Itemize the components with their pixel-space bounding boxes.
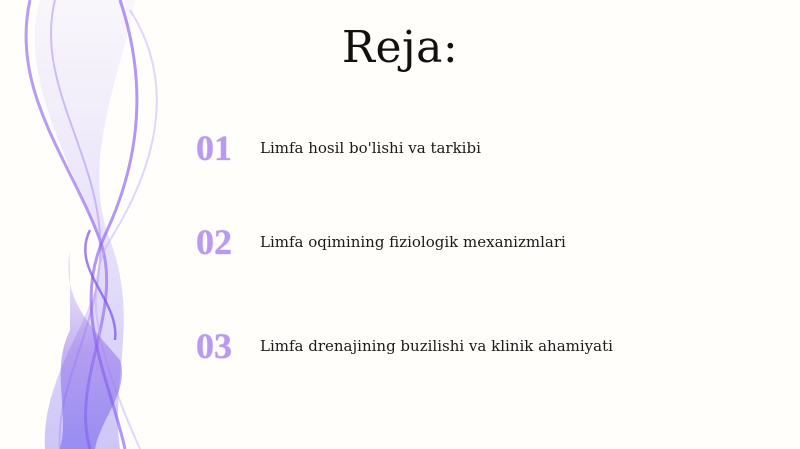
slide-title: Reja:	[341, 22, 459, 73]
purple-ribbon-decoration	[0, 0, 200, 449]
item-text: Limfa oqimining fiziologik mexanizmlari	[260, 233, 566, 251]
agenda-item-2	[196, 218, 566, 266]
agenda-item-3	[196, 322, 613, 370]
item-number: 03	[196, 326, 232, 366]
agenda-item-1	[196, 124, 481, 172]
item-text: Limfa drenajining buzilishi va klinik ahamiyati	[260, 337, 613, 355]
item-text: Limfa hosil bo'lishi va tarkibi	[260, 139, 481, 157]
item-number: 01	[196, 128, 232, 168]
item-number: 02	[196, 222, 232, 262]
